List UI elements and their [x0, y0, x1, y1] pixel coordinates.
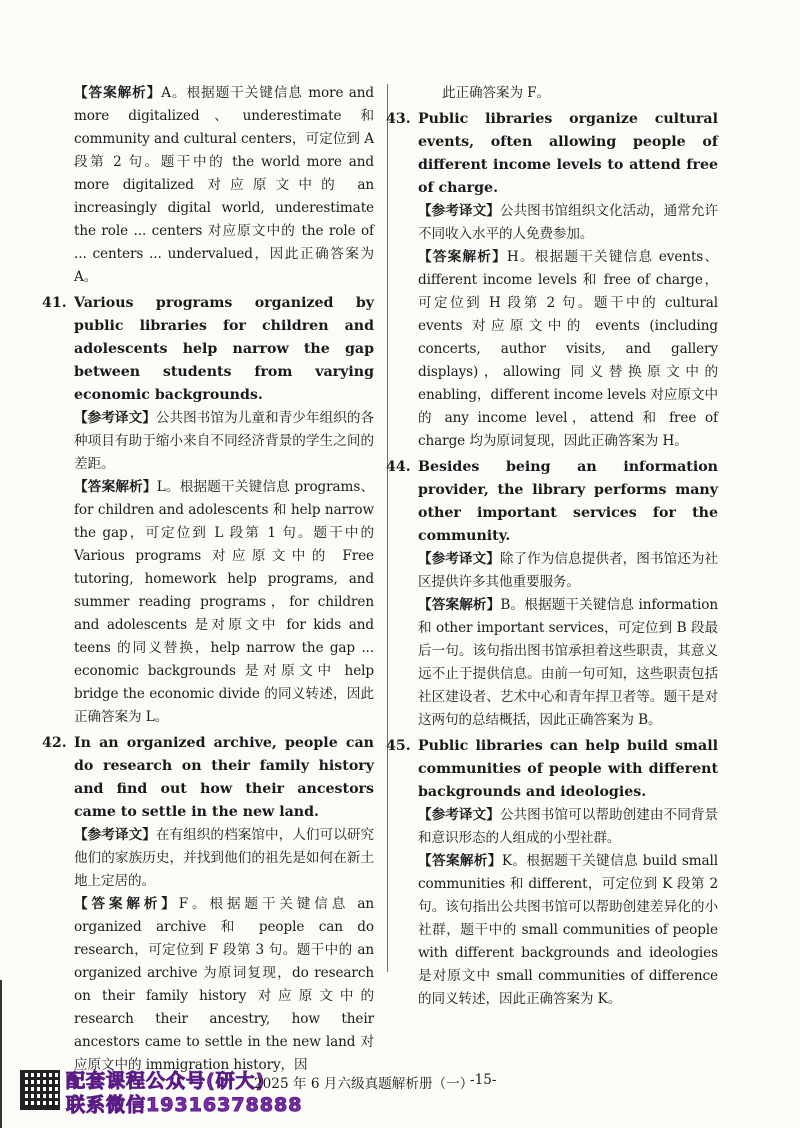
analysis-tag: 【答案解析】 [74, 85, 162, 101]
watermark-line-1: 配套课程公众号(研大) [66, 1070, 266, 1092]
question-45 [386, 735, 718, 1011]
question-number: 44. [386, 459, 411, 475]
question-text: In an organized archive, people can do research on their family history and find out how their ancestors came to settle in the new land. [74, 735, 374, 820]
question-number: 45. [386, 738, 411, 754]
analysis [74, 476, 374, 729]
analysis [418, 850, 718, 1011]
q40-analysis [74, 82, 374, 289]
translation-text: 除了作为信息提供者，图书馆还为社区提供许多其他重要服务。 [418, 551, 718, 590]
translation-text: 公共图书馆为儿童和青少年组织的各种项目有助于缩小来自不同经济背景的学生之间的差距。 [74, 410, 374, 472]
analysis-tag: 【答案解析】 [418, 597, 501, 613]
right-column [386, 82, 719, 1011]
question-42 [42, 732, 374, 1077]
analysis-text: K。根据题干关键信息 build small communities 和 different，可定位到 K 段第 2 句。该句指出公共图书馆可以帮助创建差异化的小社群，题干中的 small communities of people with different backgrounds and ideologies 是对原文中 small communities of difference 的同义转述，因此正确答案为 K。 [418, 853, 718, 1007]
translation [418, 804, 718, 850]
translation-tag: 【参考译文】 [74, 410, 156, 426]
analysis-tag: 【答案解析】 [74, 479, 157, 495]
page-number: -15- [470, 1072, 497, 1088]
qr-code-icon [20, 1070, 60, 1110]
question-number: 41. [42, 295, 67, 311]
translation [74, 824, 374, 893]
q42-continuation: 此正确答案为 F。 [442, 85, 551, 101]
analysis-text: L。根据题干关键信息 programs、for children and adolescents 和 help narrow the gap，可定位到 L 段第 1 句。题干中的 Various programs 对应原文中的 Free tutoring, homework help programs, and summer reading programs，for children and adolescents 是对原文中 for kids and teens 的同义替换，help narrow the gap ... economic backgrounds 是对原文中 help bridge the economic divide 的同义转述，因此正确答案为 L。 [74, 479, 375, 725]
analysis-text: A。根据题干关键信息 more and more digitalized、underestimate 和 community and cultural centers，可定位到 A 段第 2 句。题干中的 the world more and more digitalized 对应原文中的 an increasingly digital world, underestimate the role ... centers 对应原文中的 the role of ... centers ... undervalued，因此正确答案为 A。 [74, 85, 374, 285]
question-text: Public libraries organize cultural events, often allowing people of different income levels to attend free of charge. [418, 111, 718, 196]
question-43 [386, 108, 718, 453]
analysis [418, 594, 718, 732]
question-41 [42, 292, 374, 729]
analysis-tag: 【答案解析】 [418, 853, 502, 869]
analysis-tag: 【答案解析】 [418, 249, 507, 265]
watermark-line-2: 联系微信19316378888 [66, 1094, 303, 1116]
analysis [418, 246, 718, 453]
translation [418, 200, 718, 246]
page-footer [0, 1066, 800, 1122]
question-44 [386, 456, 718, 732]
translation [74, 407, 374, 476]
translation-text: 在有组织的档案馆中，人们可以研究他们的家族历史，并找到他们的祖先是如何在新土地上定居的。 [74, 827, 374, 889]
translation-tag: 【参考译文】 [418, 203, 500, 219]
question-number: 42. [42, 735, 67, 751]
translation-text: 公共图书馆组织文化活动，通常允许不同收入水平的人免费参加。 [418, 203, 718, 242]
page-info: 2025 年 6 月六级真题解析册（一） [254, 1076, 474, 1092]
analysis-tag: 【答案解析】 [74, 896, 179, 912]
question-number: 43. [386, 111, 411, 127]
translation-tag: 【参考译文】 [418, 807, 500, 823]
left-column [42, 82, 375, 1077]
question-text: Public libraries can help build small communities of people with different backgrounds and ideologies. [418, 738, 718, 800]
translation-tag: 【参考译文】 [74, 827, 156, 843]
translation-tag: 【参考译文】 [418, 551, 500, 567]
translation-text: 公共图书馆可以帮助创建由不同背景和意识形态的人组成的小型社群。 [418, 807, 718, 846]
analysis-text: B。根据题干关键信息 information 和 other important services，可定位到 B 段最后一句。该句指出图书馆承担着这些职责，其意义远不止于提供信息。由前一句可知，这些职责包括社区建设者、艺术中心和青年捍卫者等。题干是对这两句的总结概括，因此正确答案为 B。 [418, 597, 719, 728]
analysis-text: F。根据题干关键信息 an organized archive 和 people can do research，可定位到 F 段第 3 句。题干中的 an organized archive 为原词复现，do research on their family history 对应原文中的 research their ancestry, how their ancestors came to settle in the new land 对应原文中的 immigration history，因 [74, 896, 375, 1073]
analysis-text: H。根据题干关键信息 events、different income levels 和 free of charge，可定位到 H 段第 2 句。题干中的 cultural events 对应原文中的 events (including concerts, author visits, and gallery displays)，allowing 同义替换原文中的 enabling，different income levels 对应原文中的 any income level，attend 和 free of charge 均为原词复现，因此正确答案为 H。 [418, 249, 718, 449]
analysis [74, 893, 374, 1077]
translation [418, 548, 718, 594]
question-text: Besides being an information provider, the library performs many other important services for the community. [418, 459, 718, 544]
question-text: Various programs organized by public libraries for children and adolescents help narrow the gap between students from varying economic backgrounds. [74, 295, 374, 403]
